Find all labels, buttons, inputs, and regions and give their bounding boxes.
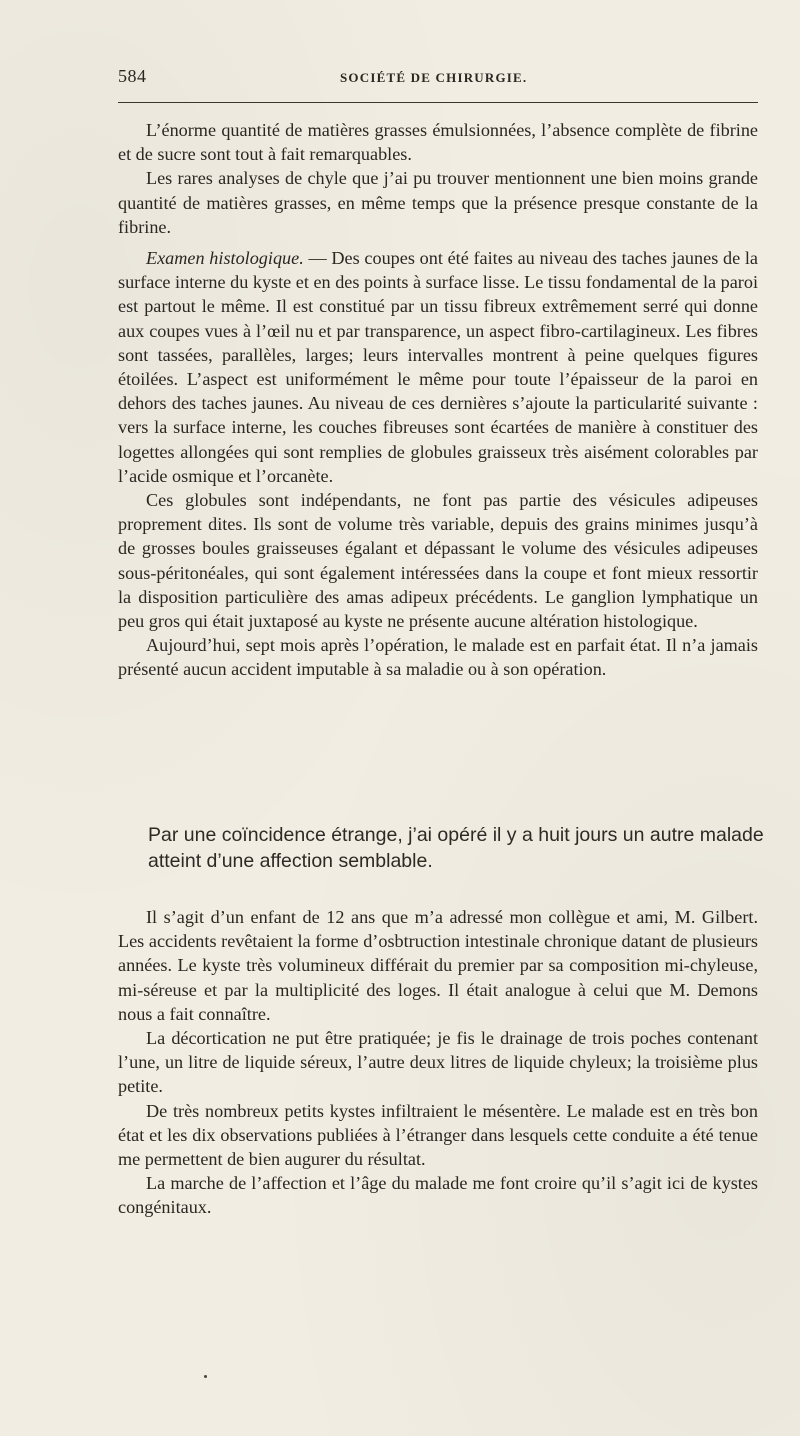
paragraph: De très nombreux petits kystes infiltraient le mésentère. Le malade est en très bon état et les dix observations publiées à l’étranger dans lesquels cette conduite a été tenue me permettent de bien augurer du résultat. [118, 1100, 758, 1170]
body-text-part1 [118, 118, 758, 682]
paragraph: Aujourd’hui, sept mois après l’opération, le malade est en parfait état. Il n’a jamais présenté aucun accident imputable à sa maladie ou à son opération. [118, 635, 758, 680]
ink-speck [204, 1375, 207, 1378]
callout-text: Par une coïncidence étrange, j’ai opéré il y a huit jours un autre malade atteint d’une affection semblable. [148, 824, 764, 872]
paragraph-histology [118, 246, 758, 488]
section-text: — Des coupes ont été faites au niveau des taches jaunes de la surface interne du kyste et en des points à surface lisse. Le tissu fondamental de la paroi est partout le même. Il est constitué par un tissu fibreux extrêmement serré qui donne aux coupes vues à l’œil nu et par transparence, un aspect fibro-cartilagineux. Les fibres sont tassées, parallèles, larges; leurs intervalles montrent à peine quelques figures étoilées. L’aspect est uniformément le même pour toute l’épaisseur de la paroi en dehors des taches jaunes. Au niveau de ces dernières s’ajoute la particularité suivante : vers la surface interne, les couches fibreuses sont écartées de manière à constituer des logettes allongées qui sont remplies de globules graisseux très aisément colorables par l’acide osmique et l’orcanète. [118, 248, 758, 486]
paragraph: La décortication ne put être pratiquée; je fis le drainage de trois poches contenant l’une, un litre de liquide séreux, l’autre deux litres de liquide chyleux; la troisième plus petite. [118, 1028, 758, 1097]
paragraph: L’énorme quantité de matières grasses émulsionnées, l’absence complète de fibrine et de sucre sont tout à fait remarquables. [118, 120, 758, 165]
paragraph: Ces globules sont indépendants, ne font pas partie des vésicules adipeuses proprement dites. Ils sont de volume très variable, depuis des grains minimes jusqu’à de grosses boules graisseuses égalant et dépassant le volume des vésicules adipeuses sous-péritonéales, qui sont également intéressées dans la coupe et font mieux ressortir la disposition particulière des amas adipeux précédents. Le ganglion lymphatique un peu gros qui était juxtaposé au kyste ne présente aucune altération histologique. [118, 490, 758, 632]
section-title: Examen histologique. [146, 248, 304, 269]
paragraph: Il s’agit d’un enfant de 12 ans que m’a adressé mon collègue et ami, M. Gilbert. Les accidents revêtaient la forme d’osbtruction intestinale chronique datant de plusieurs années. Le kyste très volumineux différait du premier par sa composition mi-chyleuse, mi-séreuse et par la multiplicité des loges. Il était analogue à celui que M. Demons nous a fait connaître. [118, 907, 758, 1024]
paragraph: Les rares analyses de chyle que j’ai pu trouver mentionnent une bien moins grande quantité de matières grasses, en même temps que la présence presque constante de la fibrine. [118, 168, 758, 237]
running-head: SOCIÉTÉ DE CHIRURGIE. [340, 70, 528, 85]
paragraph: La marche de l’affection et l’âge du malade me font croire qu’il s’agit ici de kystes congénitaux. [118, 1173, 758, 1218]
page-header [118, 62, 758, 103]
page-number: 584 [118, 66, 147, 86]
body-text-part2 [118, 905, 758, 1220]
callout-paragraph [148, 822, 768, 874]
